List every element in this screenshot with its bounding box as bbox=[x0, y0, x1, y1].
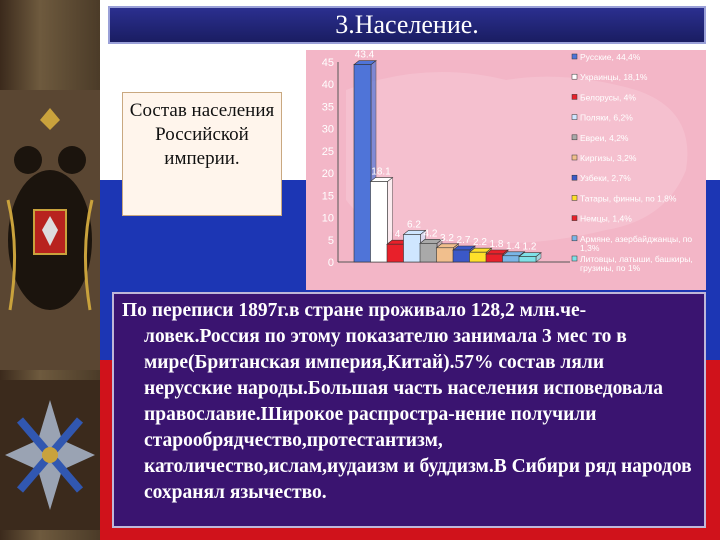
y-tick-label: 5 bbox=[327, 234, 334, 247]
bar bbox=[503, 256, 520, 262]
legend-swatch bbox=[572, 155, 577, 160]
y-tick-label: 10 bbox=[321, 212, 334, 225]
bar bbox=[453, 250, 470, 262]
y-tick-label: 20 bbox=[321, 168, 334, 181]
legend-entry: Армяне, азербайджанцы, по 1,3% bbox=[580, 233, 693, 253]
bar bbox=[437, 248, 454, 262]
order-star-icon bbox=[0, 380, 100, 530]
bar-data-label: 1.4 bbox=[506, 240, 520, 252]
legend-entry: Литовцы, латыши, башкиры, грузины, по 1% bbox=[580, 254, 693, 273]
legend-swatch bbox=[572, 195, 577, 200]
bar-data-label: 4.2 bbox=[423, 228, 438, 240]
bar-data-label: 1.2 bbox=[522, 241, 537, 253]
legend-swatch bbox=[572, 54, 577, 59]
legend-entry: Узбеки, 2,7% bbox=[580, 173, 631, 184]
chart-caption: Состав населения Российской империи. bbox=[122, 92, 282, 216]
bar-data-label: 6.2 bbox=[407, 219, 421, 231]
bar bbox=[404, 234, 421, 262]
bar bbox=[470, 252, 487, 262]
legend-swatch bbox=[572, 236, 577, 241]
y-tick-label: 30 bbox=[321, 123, 334, 136]
bar bbox=[387, 244, 404, 262]
legend-swatch bbox=[572, 74, 577, 79]
y-tick-label: 0 bbox=[327, 257, 334, 269]
y-tick-label: 15 bbox=[321, 190, 334, 203]
legend-swatch bbox=[572, 256, 577, 261]
bar bbox=[519, 257, 536, 262]
y-tick-label: 35 bbox=[321, 101, 334, 114]
decorative-left-border bbox=[0, 0, 100, 540]
legend-entry: Поляки, 6,2% bbox=[580, 112, 633, 123]
body-text-box bbox=[112, 292, 706, 528]
legend-swatch bbox=[572, 175, 577, 180]
legend-entry: Русские, 44,4% bbox=[580, 52, 641, 62]
bar-data-label: 3.2 bbox=[440, 232, 454, 244]
legend-entry: Белорусы, 4% bbox=[580, 92, 636, 103]
double-headed-eagle-icon bbox=[0, 90, 100, 370]
bar bbox=[486, 254, 503, 262]
y-tick-label: 45 bbox=[321, 57, 334, 69]
slide-title: 3.Население. bbox=[108, 6, 706, 44]
legend-swatch bbox=[572, 94, 577, 99]
legend-swatch bbox=[572, 216, 577, 221]
legend-entry: Евреи, 4,2% bbox=[580, 132, 629, 143]
legend-swatch bbox=[572, 135, 577, 140]
bar bbox=[371, 182, 388, 262]
bar-data-label: 2.2 bbox=[473, 237, 487, 249]
bar bbox=[354, 65, 371, 262]
bar-data-label: 4 bbox=[394, 229, 401, 241]
legend-swatch bbox=[572, 115, 577, 120]
bar-data-label: 2.7 bbox=[456, 235, 471, 246]
bar bbox=[420, 243, 437, 262]
legend-entry: Украинцы, 18,1% bbox=[580, 72, 648, 83]
y-tick-label: 25 bbox=[321, 145, 334, 158]
census-paragraph: По переписи 1897г.в стране проживало 128,2 млн.че-ловек.Россия по этому показателю занимала 3 мес то в мире(Британская империя,Китай).57% состав ляли нерусские народы.Большая часть населения исповедовала православие.Широкое распростра-нение получили старообрядчество,протестантизм, католичество,ислам,иудаизм и буддизм.В Сибири ряд народов сохранял язычество. bbox=[122, 300, 692, 503]
bar-data-label: 43.4 bbox=[354, 50, 375, 61]
legend-entry: Татары, финны, по 1,8% bbox=[580, 193, 677, 204]
legend-entry: Немцы, 1,4% bbox=[580, 213, 632, 224]
y-tick-label: 40 bbox=[321, 79, 334, 92]
legend-entry: Киргизы, 3,2% bbox=[580, 153, 637, 163]
bar-data-label: 1.8 bbox=[489, 239, 504, 250]
population-bar-chart bbox=[306, 50, 706, 290]
chart-panel bbox=[306, 50, 706, 290]
bar-data-label: 18.1 bbox=[371, 166, 391, 178]
